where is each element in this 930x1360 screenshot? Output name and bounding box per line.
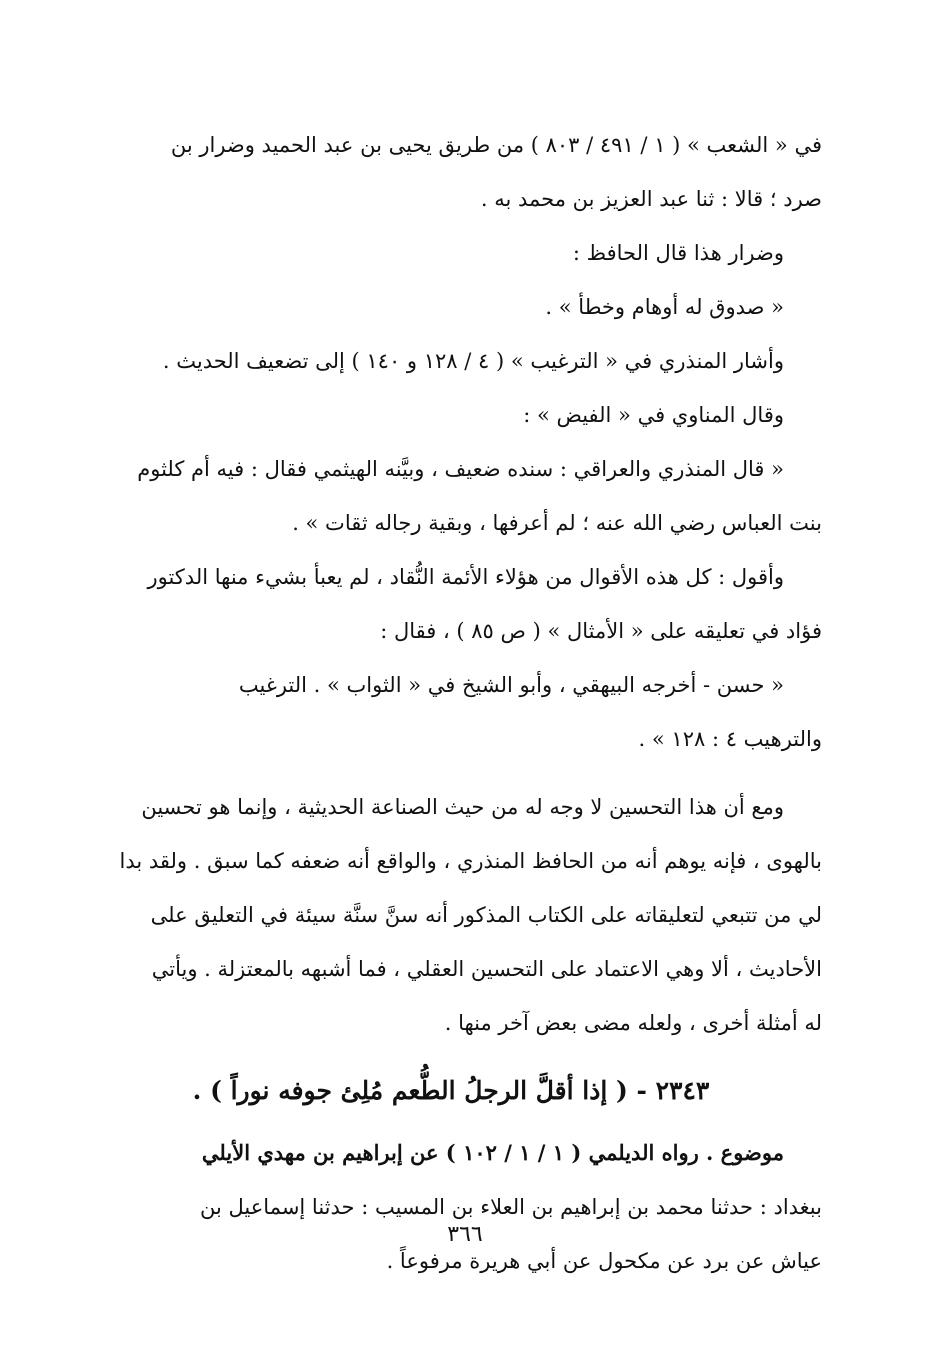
page-body xyxy=(80,118,822,1288)
quote-line: بنت العباس رضي الله عنه ؛ لم أعرفها ، وبقية رجاله ثقات » . xyxy=(292,511,822,535)
quote-line: « قال المنذري والعراقي : سنده ضعيف ، وبيَّنه الهيثمي فقال : فيه أم كلثوم xyxy=(137,457,784,481)
paragraph-spacer xyxy=(80,766,822,780)
text-line: في « الشعب » ( ١ / ٤٩١ / ٨٠٣ ) من طريق يحيى بن عبد الحميد وضرار بن xyxy=(170,133,822,157)
text-line: وقال المناوي في « الفيض » : xyxy=(523,403,784,427)
quote-line: والترهيب ٤ : ١٢٨ » . xyxy=(638,727,822,751)
text-line: لي من تتبعي لتعليقاته على الكتاب المذكور أنه سنَّ سنَّة سيئة في التعليق على xyxy=(150,903,822,927)
text-line: وضرار هذا قال الحافظ : xyxy=(572,241,784,265)
text-line: موضوع . رواه الديلمي ( ١ / ١ / ١٠٢ ) عن إبراهيم بن مهدي الأيلي xyxy=(201,1140,784,1165)
text-line: وأقول : كل هذه الأقوال من هؤلاء الأئمة النُّقاد ، لم يعبأ بشيء منها الدكتور xyxy=(147,565,784,589)
text-line: بالهوى ، فإنه يوهم أنه من الحافظ المنذري ، والواقع أنه ضعفه كما سبق . ولقد بدا xyxy=(119,849,822,873)
hadith-heading: ٢٣٤٣ - ( إذا أقلَّ الرجلُ الطُّعم مُلِئ جوفه نوراً ) . xyxy=(192,1076,710,1105)
text-line: عياش عن برد عن مكحول عن أبي هريرة مرفوعاً . xyxy=(386,1249,822,1273)
text-line: فؤاد في تعليقه على « الأمثال » ( ص ٨٥ ) ، فقال : xyxy=(380,619,822,643)
quote-line: « صدوق له أوهام وخطأ » . xyxy=(545,295,784,319)
text-line: له أمثلة أخرى ، ولعله مضى بعض آخر منها . xyxy=(444,1011,822,1035)
text-line: وأشار المنذري في « الترغيب » ( ٤ / ١٢٨ و ١٤٠ ) إلى تضعيف الحديث . xyxy=(162,349,784,373)
text-line: ببغداد : حدثنا محمد بن إبراهيم بن العلاء بن المسيب : حدثنا إسماعيل بن xyxy=(200,1195,822,1219)
page-number: ٣٦٦ xyxy=(447,1222,483,1247)
quote-line: « حسن - أخرجه البيهقي ، وأبو الشيخ في « الثواب » . الترغيب xyxy=(238,673,784,697)
text-line: ومع أن هذا التحسين لا وجه له من حيث الصناعة الحديثية ، وإنما هو تحسين xyxy=(141,795,784,819)
text-line: الأحاديث ، ألا وهي الاعتماد على التحسين العقلي ، فما أشبهه بالمعتزلة . ويأتي xyxy=(151,957,822,981)
text-line: صرد ؛ قالا : ثنا عبد العزيز بن محمد به . xyxy=(480,187,822,211)
